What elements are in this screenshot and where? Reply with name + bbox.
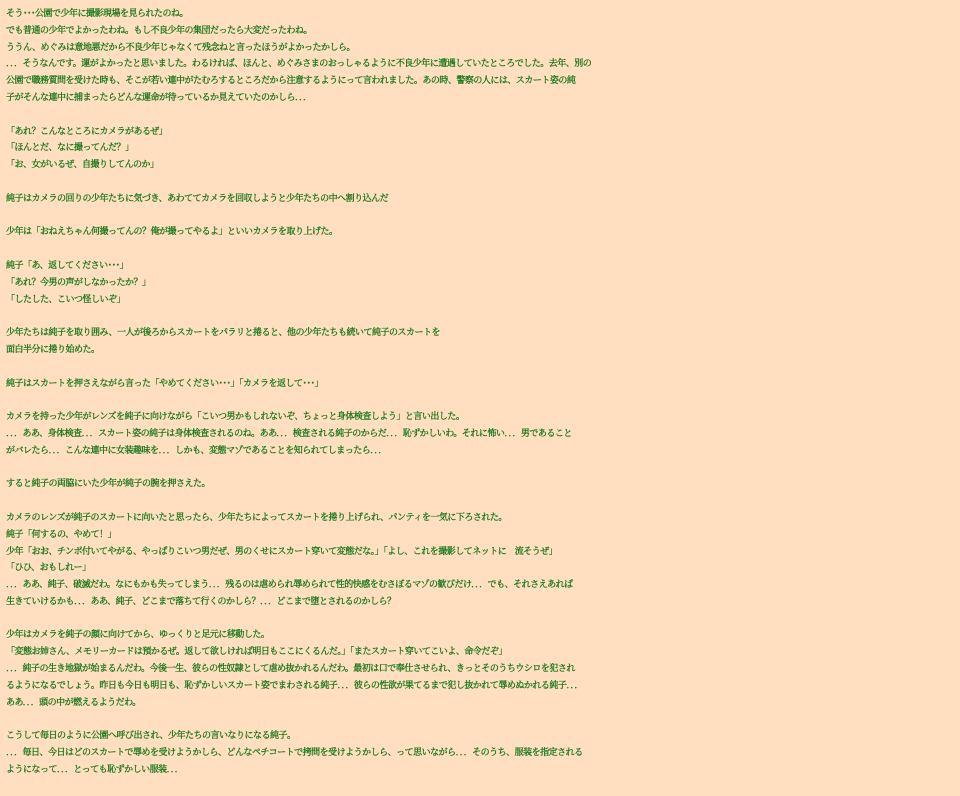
story-line: 面白半分に捲り始めた。 bbox=[6, 344, 100, 355]
story-line: がバレたら．．．こんな連中に女装趣味を．．．しかも、変態マゾであることを知られてしまったら．．． bbox=[6, 445, 387, 456]
story-line: ．．．毎日、今日はどのスカートで辱めを受けようかしら、どんなペチコートで拷問を受けようかしら、って思いながら．．．そのうち、服装を指定される bbox=[6, 748, 583, 759]
paragraph-gap bbox=[6, 208, 956, 225]
paragraph-gap bbox=[6, 460, 956, 477]
story-line: 生きていけるかも．．．ああ、純子、どこまで落ちて行くのかしら？．．．どこまで堕とされるのかしら？ bbox=[6, 596, 396, 607]
story-line: るようになるでしょう。昨日も今日も明日も、恥ずかしいスカート姿でまわされる純子．．．彼らの性欲が果てるまで犯し抜かれて辱めぬかれる純子．．． bbox=[6, 680, 583, 691]
story-paragraph bbox=[6, 510, 956, 611]
story-line: 少年は「おねえちゃん何撮ってんの？俺が撮ってやるよ」といいカメラを取り上げた。 bbox=[6, 227, 338, 238]
story-paragraph bbox=[6, 191, 956, 208]
story-paragraph bbox=[6, 409, 956, 459]
story-line: 少年たちは純子を取り囲み、一人が後ろからスカートをパラリと捲ると、他の少年たちも続いて純子のスカートを bbox=[6, 328, 441, 339]
story-line: 「したした、こいつ怪しいぞ」 bbox=[6, 294, 126, 305]
story-line: 純子はカメラの回りの少年たちに気づき、あわててカメラを回収しようと少年たちの中へ割り込んだ bbox=[6, 193, 389, 204]
paragraph-gap bbox=[6, 107, 956, 124]
story-line: カメラのレンズが純子のスカートに向いたと思ったら、少年たちによってスカートを捲り上げられ、パンティを一気に下ろされた。 bbox=[6, 512, 507, 523]
story-paragraph bbox=[6, 376, 956, 393]
story-line: 公園で職務質問を受けた時も、そこが若い連中がたむろするところだから注意するようにって言われました。あの時、警察の人には、スカート姿の純 bbox=[6, 76, 576, 87]
story-line: 少年「おお、チンポ付いてやがる、やっぱりこいつ男だぜ、男のくせにスカート穿いて変態だな。」「よし、これを撮影してネットに 流そうぜ」 bbox=[6, 546, 558, 557]
story-line: 純子はスカートを押さえながら言った「やめてください･･･」「カメラを返して･･･」 bbox=[6, 378, 324, 389]
story-line: 「ほんとだ、なに撮ってんだ？」 bbox=[6, 143, 134, 154]
paragraph-gap bbox=[6, 174, 956, 191]
story-line: こうして毎日のように公園へ呼び出され、少年たちの言いなりになる純子。 bbox=[6, 731, 296, 742]
story-paragraph bbox=[6, 728, 956, 778]
story-paragraph bbox=[6, 476, 956, 493]
story-line: ．．．ああ、身体検査．．．スカート姿の純子は身体検査されるのね。ああ．．．検査される純子のからだ．．．恥ずかしいわ。それに怖い．．．男であること bbox=[6, 428, 572, 439]
paragraph-gap bbox=[6, 493, 956, 510]
paragraph-gap bbox=[6, 241, 956, 258]
story-line: すると純子の両脇にいた少年が純子の腕を押さえた。 bbox=[6, 479, 211, 490]
paragraph-gap bbox=[6, 359, 956, 376]
story-paragraph bbox=[6, 627, 956, 711]
paragraph-gap bbox=[6, 611, 956, 628]
story-line: カメラを持った少年がレンズを純子に向けながら「こいつ男かもしれないぞ、ちょっと身体検査しよう」と言い出した。 bbox=[6, 412, 465, 423]
story-line: 純子「何するの、やめて！」 bbox=[6, 529, 117, 540]
story-line: ようになって．．．とっても恥ずかしい服装．．． bbox=[6, 764, 184, 775]
story-line: 純子「あ、返してください･･･」 bbox=[6, 260, 129, 271]
story-line: そう･･･公園で少年に撮影現場を見られたのね。 bbox=[6, 9, 189, 19]
story-line: 「お、女がいるぜ、自撮りしてんのか」 bbox=[6, 160, 159, 171]
story-paragraph bbox=[6, 124, 956, 174]
paragraph-gap bbox=[6, 392, 956, 409]
story-line: 「変態お姉さん、メモリーカードは預かるぜ。返して欲しければ明日もここにくるんだ。」「またスカート穿いてこいよ、命令だぞ」 bbox=[6, 647, 507, 658]
story-paragraph bbox=[6, 258, 956, 308]
story-line: 少年はカメラを純子の顔に向けてから、ゆっくりと足元に移動した。 bbox=[6, 630, 270, 641]
story-line: ううん、めぐみは意地悪だから不良少年じゃなくて残念ねと言ったほうがよかったかしら。 bbox=[6, 42, 356, 53]
story-line: ．．．純子の生き地獄が始まるんだわ。今後一生、彼らの性奴隷として虐め抜かれるんだわ。最初は口で奉仕させられ、きっとそのうちウシロを犯され bbox=[6, 664, 575, 675]
story-line: 「あれ？こんなところにカメラがあるぜ」 bbox=[6, 126, 168, 137]
story-text-block bbox=[6, 6, 956, 779]
story-line: 子がそんな連中に捕まったらどんな運命が待っているか見えていたのかしら．．． bbox=[6, 92, 312, 103]
story-line: ．．．そうなんです。運がよかったと思いました。わるければ、ほんと、めぐみさまのおっしゃるように不良少年に遭遇していたところでした。去年、別の bbox=[6, 59, 592, 70]
story-paragraph bbox=[6, 325, 956, 359]
story-line: ．．．ああ、純子、破滅だわ。なにもかも失ってしまう．．．残るのは虐められ辱められて性的快感をむさぼるマゾの歓びだけ．．．でも、それさえあれば bbox=[6, 580, 573, 591]
story-line: ああ．．．頭の中が燃えるようだわ。 bbox=[6, 697, 141, 708]
paragraph-gap bbox=[6, 308, 956, 325]
story-paragraph bbox=[6, 224, 956, 241]
story-line: 「ひひ、おもしれー」 bbox=[6, 563, 91, 574]
story-paragraph bbox=[6, 6, 956, 107]
story-line: 「あれ？今男の声がしなかったか？」 bbox=[6, 277, 151, 288]
paragraph-gap bbox=[6, 711, 956, 728]
story-line: でも普通の少年でよかったわね。もし不良少年の集団だったら大変だったわね。 bbox=[6, 25, 313, 36]
